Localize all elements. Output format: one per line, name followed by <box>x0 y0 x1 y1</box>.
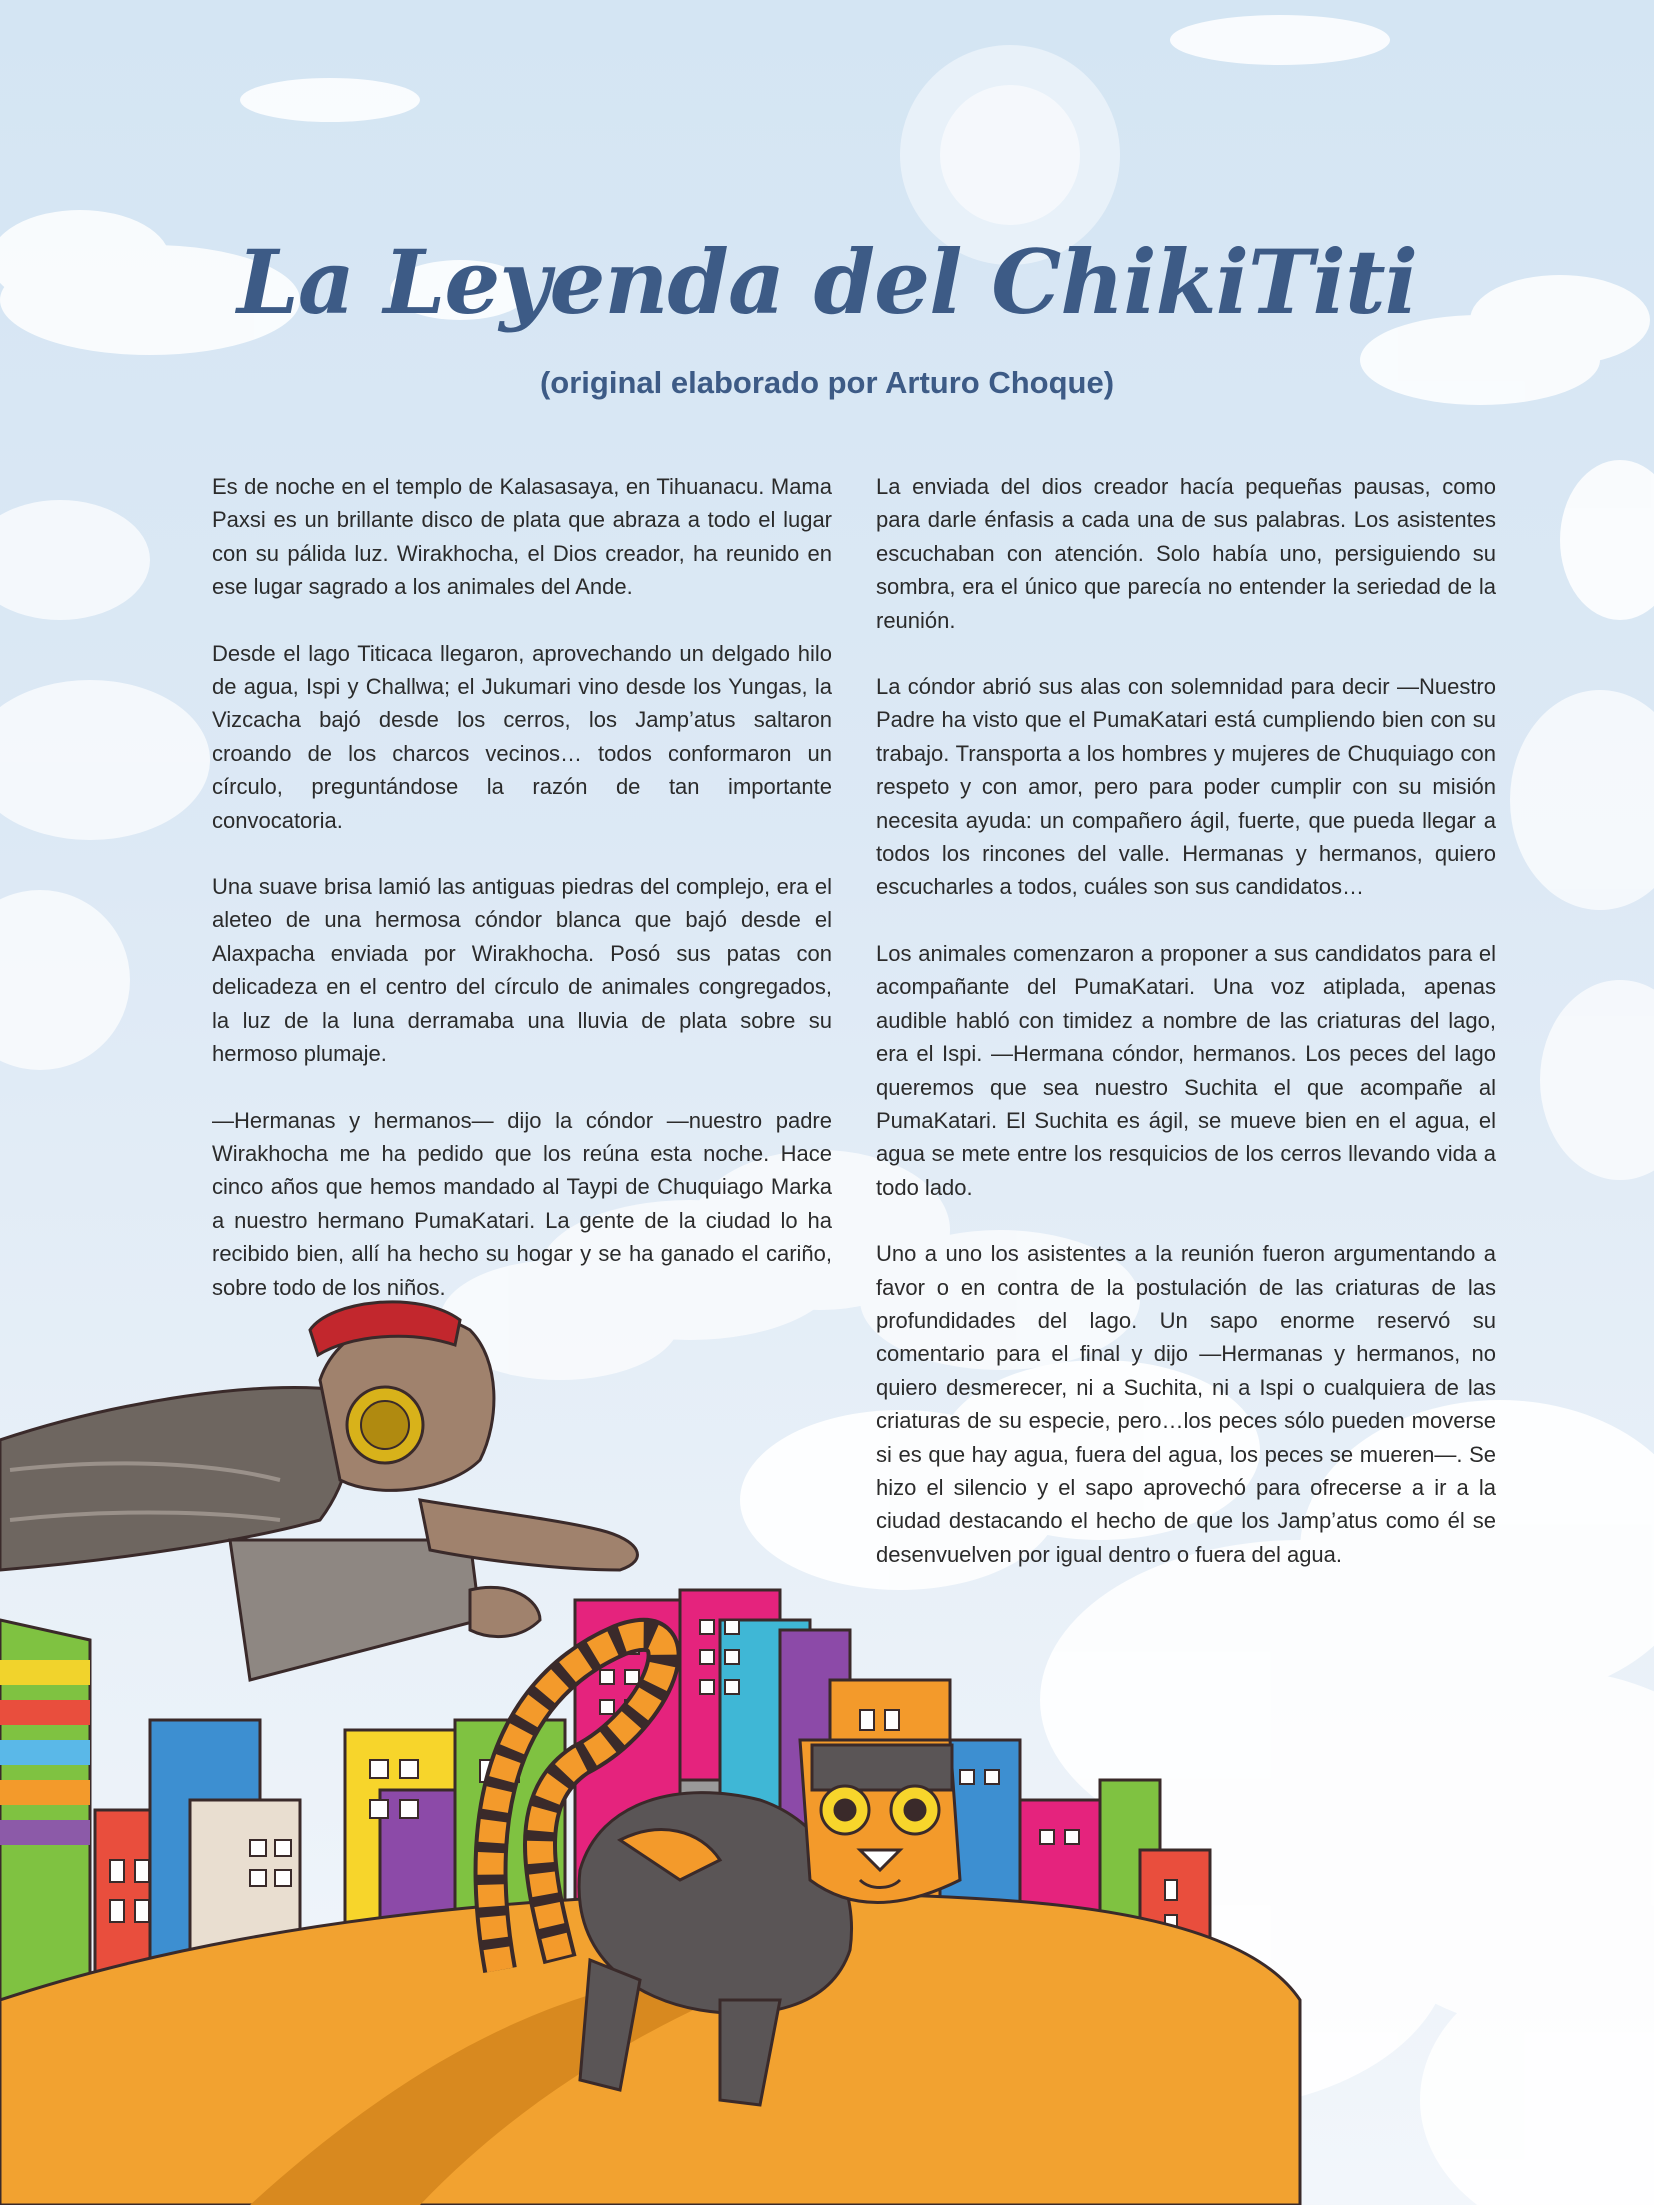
page-title: La Leyenda del ChikiTiti <box>236 230 1418 334</box>
paragraph: —Hermanas y hermanos— dijo la cóndor —nuestro padre Wirakhocha me ha pedido que los reúna esta noche. Hace cinco años que hemos mandado al Taypi de Chuquiago Marka a nuestro hermano PumaKatari. La gente de la ciudad lo ha recibido bien, allí ha hecho su hogar y se ha ganado el cariño, sobre todo de los niños. <box>212 1107 832 1300</box>
text-column-left <box>212 470 832 1337</box>
paragraph: Los animales comenzaron a proponer a sus candidatos para el acompañante del PumaKatari. Una voz atiplada, apenas audible habló con timidez a nombre de las criaturas del lago, era el Ispi. —Hermana cóndor, hermanos. Los peces del lago queremos que sea nuestro Suchita el que acompañe al PumaKatari. El Suchita es ágil, se mueve bien en el agua, el agua se mete entre los resquicios de los cerros llevando vida a todo lado. <box>876 940 1496 1200</box>
paragraph: Una suave brisa lamió las antiguas piedras del complejo, era el aleteo de una hermosa cóndor blanca que bajó desde el Alaxpacha enviada por Wirakhocha. Posó sus patas con delicadeza en el centro del círculo de animales congregados, la luz de la luna derramaba una lluvia de plata sobre su hermoso plumaje. <box>212 874 832 1067</box>
page-subtitle: (original elaborado por Arturo Choque) <box>539 365 1115 400</box>
flying-figure <box>0 1302 637 1680</box>
paragraph: Desde el lago Titicaca llegaron, aprovechando un delgado hilo de agua, Ispi y Challwa; el Jukumari vino desde los Yungas, la Vizcacha bajó desde los cerros, los Jamp’atus saltaron croando de los charcos vecinos… todos conformaron un círculo, preguntándose la razón de tan importante convocatoria. <box>212 640 832 833</box>
paragraph: La enviada del dios creador hacía pequeñas pausas, como para darle énfasis a cada una de sus palabras. Los asistentes escuchaban con atención. Solo había uno, persiguiendo su sombra, era el único que parecía no entender la seriedad de la reunión. <box>876 474 1496 633</box>
paragraph: La cóndor abrió sus alas con solemnidad para decir —Nuestro Padre ha visto que el PumaKatari está cumpliendo bien con su trabajo. Transporta a los hombres y mujeres de Chuquiago con respeto y con amor, pero para poder cumplir con su misión necesita ayuda: un compañero ágil, fuerte, que pueda llegar a todos los rincones del valle. Hermanas y hermanos, quiero escucharles a todos, cuáles son sus candidatos… <box>876 674 1496 900</box>
paragraph: Es de noche en el templo de Kalasasaya, en Tihuanacu. Mama Paxsi es un brillante disco de plata que abraza a todo el lugar con su pálida luz. Wirakhocha, el Dios creador, ha reunido en ese lugar sagrado a los animales del Ande. <box>212 474 832 600</box>
story-illustration <box>0 1240 1654 2205</box>
paragraph: Uno a uno los asistentes a la reunión fueron argumentando a favor o en contra de la postulación de las criaturas de las profundidades del lago. Un sapo enorme reservó su comentario para el final y dijo —Hermanas y hermanos, no quiero desmerecer, ni a Suchita, ni a Ispi o cualquiera de las criaturas de su especie, pero…los peces sólo pueden moverse si es que hay agua, fuera del agua, los peces se mueren—. Se hizo el silencio y el sapo aprovechó para ofrecerse a ir a la ciudad destacando el hecho de que los Jamp’atus como él se desenvuelven por igual dentro o fuera del agua. <box>876 1241 1496 1567</box>
